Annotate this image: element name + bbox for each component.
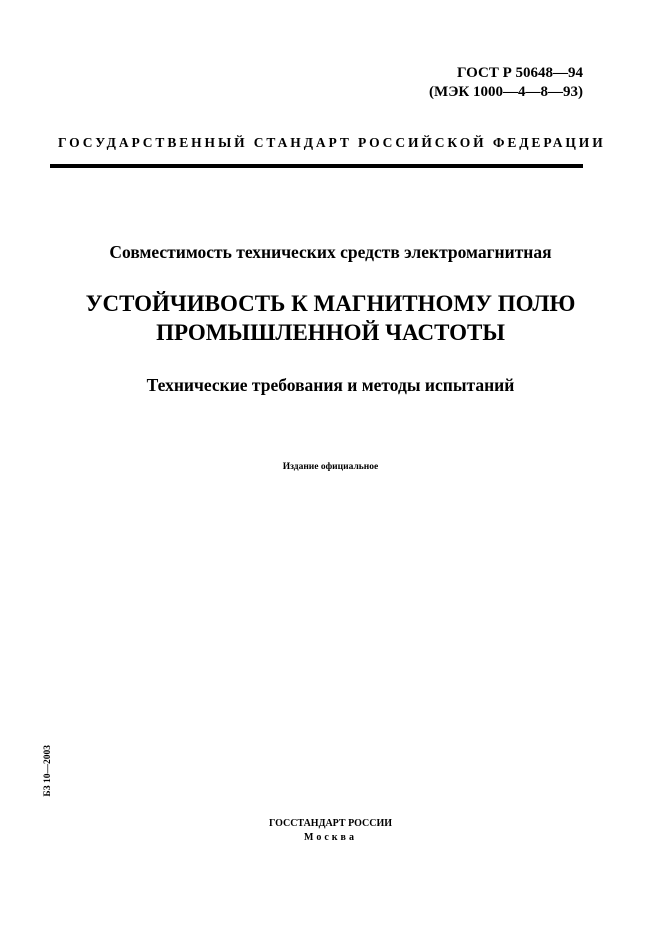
- side-code: БЗ 10—2003: [43, 745, 53, 797]
- document-number-block: [429, 64, 583, 102]
- standard-number: ГОСТ Р 50648—94: [456, 65, 583, 81]
- publisher-block: [0, 817, 661, 845]
- header-divider: [50, 164, 583, 168]
- publisher-name: ГОССТАНДАРТ РОССИИ: [268, 818, 393, 829]
- state-standard-label: ГОСУДАРСТВЕННЫЙ СТАНДАРТ РОССИЙСКОЙ ФЕДЕРАЦИИ: [58, 135, 606, 150]
- publisher-city: Москва: [304, 832, 357, 843]
- title-line-2: ПРОМЫШЛЕННОЙ ЧАСТОТЫ: [156, 320, 505, 345]
- iec-number: (МЭК 1000—4—8—93): [429, 84, 583, 100]
- document-subject: Совместимость технических средств электромагнитная: [109, 242, 552, 262]
- title-line-1: УСТОЙЧИВОСТЬ К МАГНИТНОМУ ПОЛЮ: [85, 291, 576, 316]
- edition-label: Издание официальное: [282, 462, 379, 472]
- document-title: [0, 289, 661, 347]
- document-subtitle: Технические требования и методы испытаний: [146, 375, 515, 395]
